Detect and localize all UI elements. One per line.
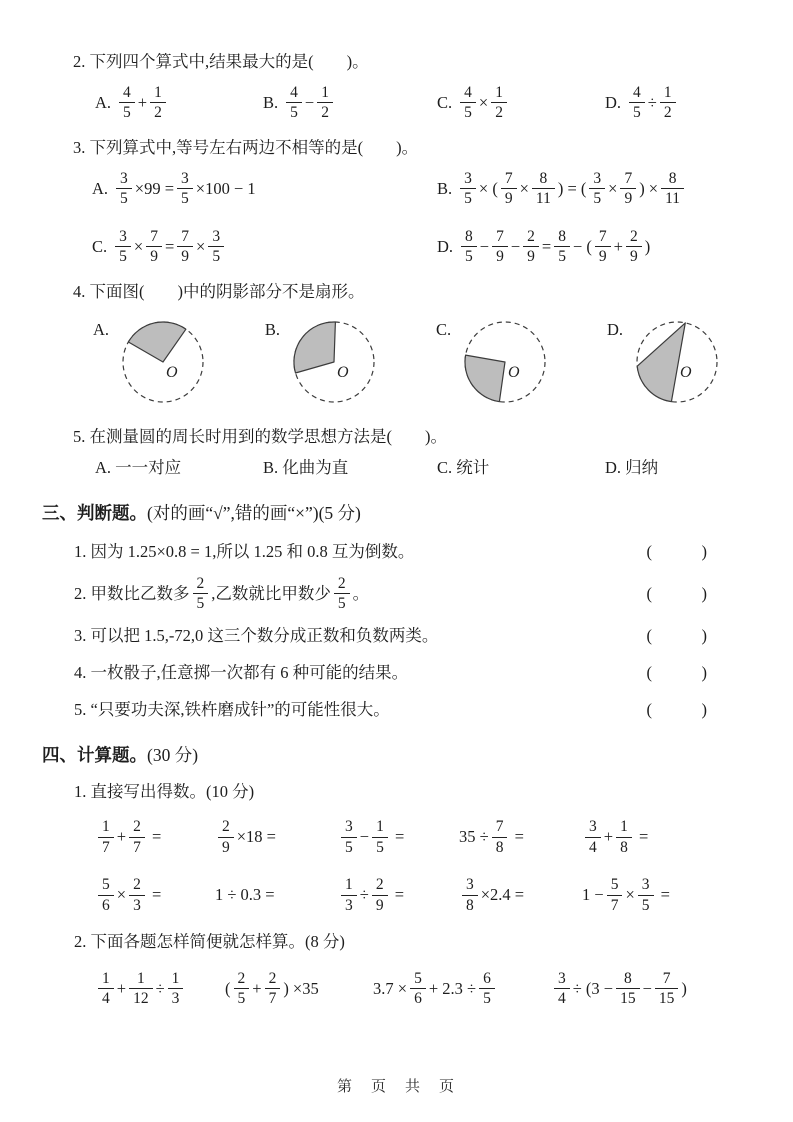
circle-figure-a xyxy=(93,310,211,417)
judge-item-text: 5. “只要功夫深,铁杵磨成针”的可能性很大。 xyxy=(74,699,390,719)
q3-option-c xyxy=(92,224,437,270)
option-expression: $\frac{8}{5}$ − $\frac{7}{9}$ − $\frac{2}{9}$ = $\frac{8}{5}$ − ( $\frac{7}{9}$ + $\frac{2}{9}$ ) xyxy=(458,228,650,266)
section-points: (30 分) xyxy=(147,744,199,765)
svg-text:O: O xyxy=(166,363,178,381)
question-2-options xyxy=(95,80,751,126)
q2-option-c xyxy=(437,80,605,126)
calc-section-heading xyxy=(42,743,751,768)
option-expression: $\frac{3}{5}$ × $\frac{7}{9}$ = $\frac{7}{9}$ × $\frac{3}{5}$ xyxy=(112,228,227,266)
option-expression: $\frac{4}{5}$ × $\frac{1}{2}$ xyxy=(457,84,510,122)
question-4-stem: 4. 下面图( )中的阴影部分不是扇形。 xyxy=(73,281,365,301)
option-label: C. xyxy=(437,92,453,112)
math-expression: 35 ÷ $\frac{7}{8}$ = xyxy=(459,818,524,856)
circle-figure-c xyxy=(436,310,553,417)
math-expression: $\frac{3}{8}$ ×2.4 = xyxy=(459,872,582,918)
circle-sector-diagram xyxy=(457,310,553,417)
question-3-stem: 3. 下列算式中,等号左右两边不相等的是( )。 xyxy=(73,137,419,157)
answer-bracket: ( ) xyxy=(646,699,707,719)
option-label: C. xyxy=(92,236,108,256)
circle-figure-d xyxy=(607,310,725,417)
option-label: B. xyxy=(263,92,279,112)
math-expression: 1 ÷ 0.3 = xyxy=(215,885,275,905)
option-expression: $\frac{4}{5}$ + $\frac{1}{2}$ xyxy=(116,84,169,122)
question-3-options xyxy=(92,166,751,270)
option-label: D. xyxy=(605,92,622,112)
circle-sector-diagram xyxy=(286,310,382,417)
svg-text:O: O xyxy=(508,363,520,381)
q3-option-b xyxy=(437,166,751,212)
figure-label: D. xyxy=(606,319,623,339)
answer-bracket: ( ) xyxy=(646,625,707,645)
option-expression: $\frac{3}{5}$ × ( $\frac{7}{9}$ × $\frac{8}{11}$ ) = ( $\frac{3}{5}$ × $\frac{7}{9}$ ) × $\frac{8}{11}$ xyxy=(457,170,687,208)
judge-item-5 xyxy=(74,696,707,724)
judge-item-text: 2. 甲数比乙数多 $\frac{2}{5}$ ,乙数就比甲数少 $\frac{2}{5}$ 。 xyxy=(74,574,370,613)
q3-option-a xyxy=(92,166,437,212)
math-expression: $\frac{2}{9}$ ×18 = xyxy=(215,814,338,860)
math-expression: 1 − $\frac{5}{7}$ × $\frac{3}{5}$ = xyxy=(582,876,670,914)
section-instructions: (对的画“√”,错的画“×”)(5 分) xyxy=(147,502,361,523)
circle-figure-b xyxy=(265,310,382,417)
q5-option-c: C. 统计 xyxy=(437,457,490,477)
q3-option-d xyxy=(437,224,751,270)
judge-item-4 xyxy=(74,659,707,687)
section-title: 三、判断题。 xyxy=(42,502,147,523)
calc-sub2-title: 2. 下面各题怎样简便就怎样算。(8 分) xyxy=(74,932,345,951)
calc-section xyxy=(42,733,751,1014)
math-expression: 3.7 × $\frac{5}{6}$ + 2.3 ÷ $\frac{6}{5}$ xyxy=(373,964,551,1014)
question-4-figures xyxy=(93,310,725,417)
q2-option-b xyxy=(263,80,437,126)
option-expression: $\frac{4}{5}$ − $\frac{1}{2}$ xyxy=(283,84,336,122)
question-2 xyxy=(42,50,751,136)
q2-option-d xyxy=(605,80,751,126)
judge-item-text: 4. 一枚骰子,任意掷一次都有 6 种可能的结果。 xyxy=(74,662,409,682)
judge-item-text: 1. 因为 1.25×0.8 = 1,所以 1.25 和 0.8 互为倒数。 xyxy=(74,542,415,562)
circle-sector-diagram xyxy=(115,310,211,417)
figure-label: A. xyxy=(93,319,110,339)
q2-option-a xyxy=(95,80,263,126)
answer-bracket: ( ) xyxy=(646,583,707,603)
simplify-row xyxy=(95,964,751,1014)
judge-section-heading xyxy=(42,501,751,526)
figure-label: B. xyxy=(264,319,281,339)
option-label: B. xyxy=(437,178,453,198)
question-4 xyxy=(42,280,751,425)
judge-item-text: 3. 可以把 1.5,-72,0 这三个数分成正数和负数两类。 xyxy=(74,625,439,645)
question-5-options xyxy=(95,455,751,481)
judge-item-1 xyxy=(74,538,707,566)
math-expression: $\frac{1}{7}$ + $\frac{2}{7}$ = xyxy=(95,814,215,860)
figure-label: C. xyxy=(435,319,452,339)
math-expression: $\frac{1}{4}$ + $\frac{1}{12}$ ÷ $\frac{1}{3}$ xyxy=(95,964,225,1014)
math-expression: ( $\frac{2}{5}$ + $\frac{2}{7}$ ) ×35 xyxy=(225,970,319,1008)
mental-math-row-2 xyxy=(95,872,751,918)
math-expression: $\frac{3}{4}$ + $\frac{1}{8}$ = xyxy=(582,814,751,860)
circle-chord-diagram xyxy=(629,310,725,417)
page-footer: 第 页 共 页 xyxy=(336,1078,456,1096)
mental-math-row-1 xyxy=(95,814,751,860)
math-expression: $\frac{1}{3}$ ÷ $\frac{2}{9}$ = xyxy=(338,872,459,918)
q5-option-b: B. 化曲为直 xyxy=(263,457,349,477)
option-label: A. xyxy=(95,92,112,112)
math-expression: $\frac{3}{4}$ ÷ (3 − $\frac{8}{15}$ − $\frac{7}{15}$ ) xyxy=(551,964,751,1014)
answer-bracket: ( ) xyxy=(646,662,707,682)
option-label: A. xyxy=(92,178,109,198)
judge-item-2 xyxy=(74,575,707,613)
math-expression: $\frac{5}{6}$ × $\frac{2}{3}$ = xyxy=(95,872,215,918)
svg-text:O: O xyxy=(337,363,349,381)
question-3 xyxy=(42,136,751,280)
question-5 xyxy=(42,425,751,491)
answer-bracket: ( ) xyxy=(646,542,707,562)
question-2-stem: 2. 下列四个算式中,结果最大的是( )。 xyxy=(73,52,369,71)
option-expression: $\frac{3}{5}$ ×99 = $\frac{3}{5}$ ×100 − 1 xyxy=(113,170,256,208)
section-title: 四、计算题。 xyxy=(42,744,147,765)
option-label: D. xyxy=(437,236,454,256)
judge-item-3 xyxy=(74,622,707,650)
q5-option-a: A. 一一对应 xyxy=(95,457,182,477)
option-expression: $\frac{4}{5}$ ÷ $\frac{1}{2}$ xyxy=(626,84,679,122)
calc-sub1-title: 1. 直接写出得数。(10 分) xyxy=(74,782,255,802)
question-5-stem: 5. 在测量圆的周长时用到的数学思想方法是( )。 xyxy=(73,426,447,446)
q5-option-d: D. 归纳 xyxy=(605,457,659,477)
math-expression: $\frac{3}{5}$ − $\frac{1}{5}$ = xyxy=(338,814,459,860)
judge-section xyxy=(42,491,751,733)
svg-text:O: O xyxy=(680,363,692,381)
